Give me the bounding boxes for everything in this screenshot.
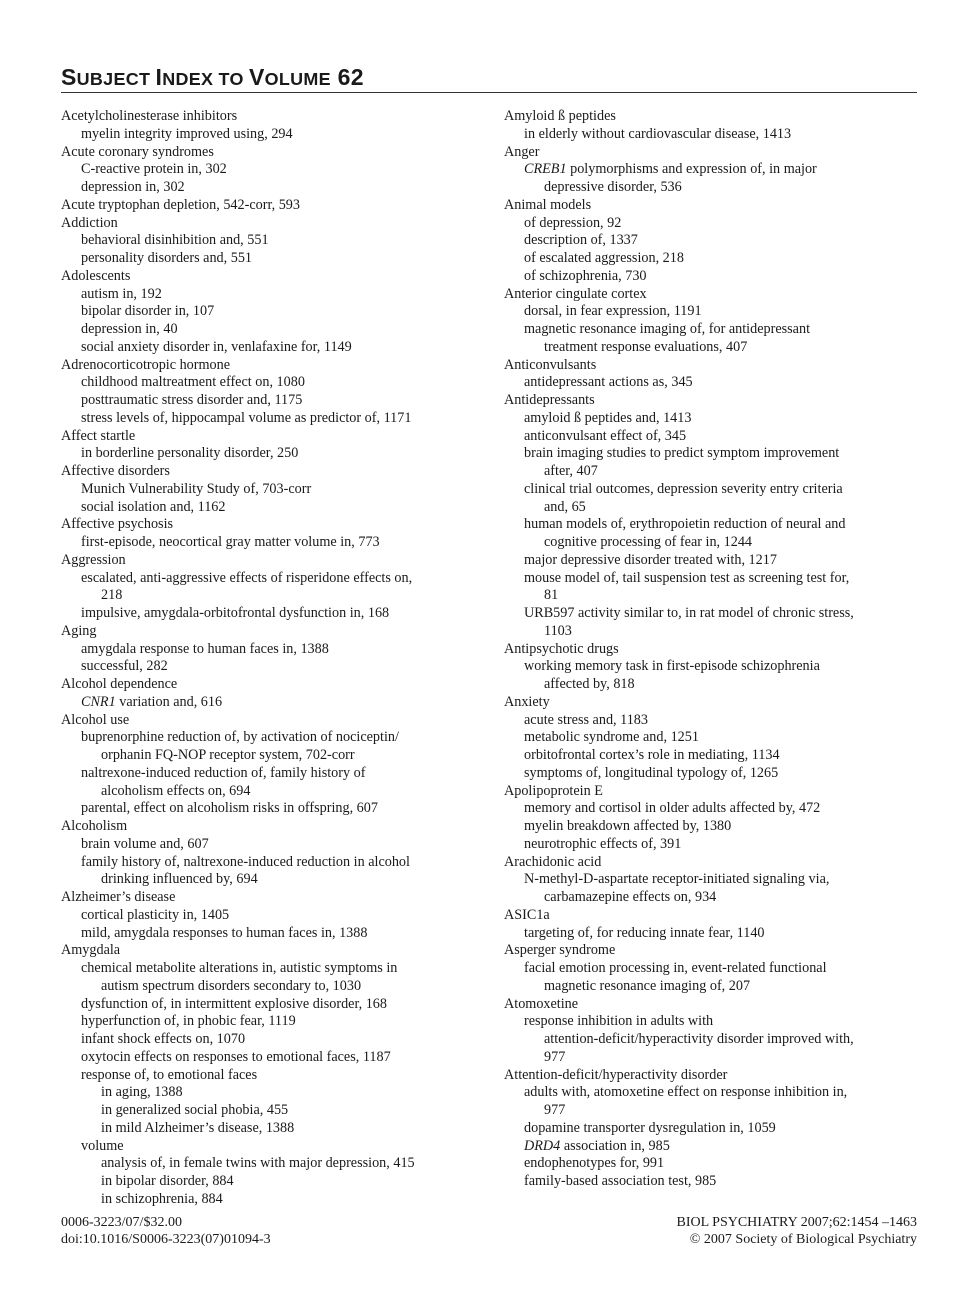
index-text: Alcohol use bbox=[61, 711, 130, 728]
index-heading bbox=[61, 215, 481, 233]
index-text: personality disorders and, 551 bbox=[81, 250, 253, 266]
index-text: and, 65 bbox=[544, 498, 586, 515]
index-subentry bbox=[504, 676, 924, 694]
index-text: Animal models bbox=[504, 196, 592, 213]
index-text: social isolation and, 1162 bbox=[81, 498, 226, 515]
index-subentry bbox=[504, 836, 924, 854]
title-rule bbox=[61, 92, 917, 93]
index-heading bbox=[61, 676, 481, 694]
index-subentry bbox=[61, 658, 481, 676]
index-text: Affect startle bbox=[61, 427, 136, 444]
index-text: Adolescents bbox=[61, 267, 131, 284]
index-subentry bbox=[61, 1138, 481, 1156]
index-subentry bbox=[504, 499, 924, 517]
index-text: social anxiety disorder in, venlafaxine for, 1149 bbox=[81, 338, 352, 355]
index-text: 977 bbox=[544, 1048, 566, 1065]
index-subentry bbox=[504, 747, 924, 765]
footer-citation: BIOL PSYCHIATRY 2007;62:1454 –1463 bbox=[676, 1215, 917, 1230]
index-text: alcoholism effects on, 694 bbox=[101, 782, 251, 799]
index-subentry bbox=[61, 410, 481, 428]
index-text: brain imaging studies to predict symptom improvement bbox=[524, 445, 840, 462]
index-text: depressive disorder, 536 bbox=[544, 179, 682, 195]
index-heading bbox=[504, 144, 924, 162]
index-text: treatment response evaluations, 407 bbox=[544, 338, 748, 355]
index-subentry bbox=[61, 996, 481, 1014]
index-text: Alcoholism bbox=[61, 818, 128, 834]
index-subentry bbox=[61, 925, 481, 943]
index-text: Anger bbox=[504, 143, 540, 160]
index-text: depression in, 40 bbox=[81, 321, 178, 337]
index-text: response of, to emotional faces bbox=[81, 1066, 258, 1083]
index-text: in borderline personality disorder, 250 bbox=[81, 445, 299, 462]
index-text: facial emotion processing in, event-related functional bbox=[524, 960, 827, 976]
index-subentry bbox=[61, 800, 481, 818]
index-text: association in, 985 bbox=[560, 1137, 670, 1154]
index-text: Acetylcholinesterase inhibitors bbox=[61, 108, 238, 124]
index-subentry bbox=[61, 321, 481, 339]
index-subentry bbox=[61, 303, 481, 321]
index-text: posttraumatic stress disorder and, 1175 bbox=[81, 392, 303, 408]
index-subentry bbox=[504, 623, 924, 641]
index-heading bbox=[61, 889, 481, 907]
index-text: response inhibition in adults with bbox=[524, 1013, 714, 1030]
index-subentry bbox=[61, 232, 481, 250]
index-text: Asperger syndrome bbox=[504, 942, 616, 959]
index-text: cortical plasticity in, 1405 bbox=[81, 906, 230, 923]
index-subentry bbox=[504, 570, 924, 588]
index-text: Amyloid ß peptides bbox=[504, 108, 616, 124]
index-subentry bbox=[61, 747, 481, 765]
index-subentry bbox=[504, 215, 924, 233]
index-text: symptoms of, longitudinal typology of, 1265 bbox=[524, 764, 779, 781]
index-text: parental, effect on alcoholism risks in offspring, 607 bbox=[81, 800, 378, 817]
index-subentry bbox=[61, 694, 481, 712]
index-text: in elderly without cardiovascular disease, 1413 bbox=[524, 125, 792, 142]
index-subentry bbox=[504, 445, 924, 463]
index-subentry bbox=[504, 587, 924, 605]
index-heading bbox=[61, 712, 481, 730]
index-text: Anxiety bbox=[504, 693, 550, 710]
index-subentry bbox=[61, 534, 481, 552]
index-subentry bbox=[504, 1084, 924, 1102]
index-text: bipolar disorder in, 107 bbox=[81, 303, 215, 320]
index-text: hyperfunction of, in phobic fear, 1119 bbox=[81, 1013, 296, 1030]
index-subentry bbox=[504, 552, 924, 570]
page-title bbox=[61, 60, 364, 96]
index-text: brain volume and, 607 bbox=[81, 835, 209, 852]
index-subentry bbox=[61, 1049, 481, 1067]
index-subentry bbox=[61, 854, 481, 872]
index-subentry bbox=[61, 765, 481, 783]
index-text: amygdala response to human faces in, 1388 bbox=[81, 640, 329, 657]
index-text: antidepressant actions as, 345 bbox=[524, 374, 693, 391]
index-heading bbox=[504, 996, 924, 1014]
index-subentry bbox=[504, 1102, 924, 1120]
index-text: Munich Vulnerability Study of, 703-corr bbox=[81, 480, 312, 497]
index-subentry bbox=[61, 481, 481, 499]
index-text: Aging bbox=[61, 622, 97, 639]
index-text: dorsal, in fear expression, 1191 bbox=[524, 303, 702, 320]
index-text: ASIC1a bbox=[504, 906, 550, 923]
index-subentry bbox=[61, 1102, 481, 1120]
index-text: targeting of, for reducing innate fear, 1140 bbox=[524, 924, 765, 941]
index-text: Acute coronary syndromes bbox=[61, 143, 214, 160]
index-subentry bbox=[61, 978, 481, 996]
index-text: autism in, 192 bbox=[81, 285, 162, 302]
index-text: Alzheimer’s disease bbox=[61, 889, 176, 905]
index-text: carbamazepine effects on, 934 bbox=[544, 889, 717, 905]
index-subentry bbox=[504, 374, 924, 392]
index-subentry bbox=[61, 1084, 481, 1102]
index-text: oxytocin effects on responses to emotional faces, 1187 bbox=[81, 1048, 391, 1065]
index-subentry bbox=[61, 1067, 481, 1085]
index-heading bbox=[504, 854, 924, 872]
index-text: autism spectrum disorders secondary to, 1030 bbox=[101, 977, 362, 994]
index-text: volume bbox=[81, 1137, 124, 1154]
index-text: Amygdala bbox=[61, 942, 121, 959]
index-text: 218 bbox=[101, 587, 123, 604]
index-subentry bbox=[61, 179, 481, 197]
index-text: Arachidonic acid bbox=[504, 853, 602, 870]
index-heading bbox=[61, 357, 481, 375]
index-subentry bbox=[504, 871, 924, 889]
index-text: metabolic syndrome and, 1251 bbox=[524, 729, 699, 746]
index-subentry bbox=[504, 1155, 924, 1173]
index-subentry bbox=[61, 286, 481, 304]
index-subentry bbox=[504, 321, 924, 339]
index-subentry bbox=[504, 658, 924, 676]
index-text: drinking influenced by, 694 bbox=[101, 871, 258, 888]
index-text: buprenorphine reduction of, by activation of nociceptin/ bbox=[81, 729, 399, 746]
index-text: impulsive, amygdala-orbitofrontal dysfunction in, 168 bbox=[81, 605, 390, 621]
index-heading bbox=[61, 268, 481, 286]
index-subentry bbox=[504, 1120, 924, 1138]
index-text: of schizophrenia, 730 bbox=[524, 267, 647, 284]
index-subentry bbox=[504, 232, 924, 250]
index-heading bbox=[504, 641, 924, 659]
index-text: Affective psychosis bbox=[61, 516, 174, 533]
index-subentry bbox=[504, 960, 924, 978]
footer-left bbox=[61, 1214, 271, 1248]
index-subentry bbox=[504, 800, 924, 818]
index-text: Aggression bbox=[61, 551, 126, 568]
index-text: childhood maltreatment effect on, 1080 bbox=[81, 374, 305, 391]
index-text: depression in, 302 bbox=[81, 179, 185, 195]
index-text: 81 bbox=[544, 587, 559, 604]
index-subentry bbox=[504, 712, 924, 730]
index-subentry bbox=[61, 1013, 481, 1031]
index-text: Anterior cingulate cortex bbox=[504, 285, 647, 302]
index-subentry bbox=[504, 1049, 924, 1067]
index-subentry bbox=[504, 481, 924, 499]
index-heading bbox=[61, 463, 481, 481]
index-subentry bbox=[504, 818, 924, 836]
index-subentry bbox=[504, 339, 924, 357]
index-heading bbox=[504, 392, 924, 410]
title-rest-3: OLUME bbox=[264, 69, 331, 89]
index-heading bbox=[61, 144, 481, 162]
index-subentry bbox=[61, 445, 481, 463]
index-text: chemical metabolite alterations in, autistic symptoms in bbox=[81, 960, 398, 976]
footer-doi: doi:10.1016/S0006-3223(07)01094-3 bbox=[61, 1232, 271, 1247]
index-heading bbox=[61, 818, 481, 836]
index-subentry bbox=[61, 960, 481, 978]
index-text: human models of, erythropoietin reduction of neural and bbox=[524, 516, 846, 533]
index-heading bbox=[504, 783, 924, 801]
index-text: 1103 bbox=[544, 622, 572, 639]
index-heading bbox=[61, 623, 481, 641]
index-heading bbox=[504, 942, 924, 960]
index-text: Apolipoprotein E bbox=[504, 782, 603, 799]
index-subentry bbox=[504, 428, 924, 446]
index-subentry bbox=[504, 605, 924, 623]
index-subentry bbox=[61, 641, 481, 659]
index-heading bbox=[504, 286, 924, 304]
index-heading bbox=[61, 516, 481, 534]
index-heading bbox=[504, 197, 924, 215]
index-subentry bbox=[504, 126, 924, 144]
index-text: family history of, naltrexone-induced reduction in alcohol bbox=[81, 853, 410, 870]
index-text: of depression, 92 bbox=[524, 214, 622, 231]
index-text: cognitive processing of fear in, 1244 bbox=[544, 534, 753, 550]
index-subentry bbox=[61, 783, 481, 801]
index-text: endophenotypes for, 991 bbox=[524, 1155, 665, 1172]
index-text: behavioral disinhibition and, 551 bbox=[81, 232, 269, 249]
index-heading bbox=[504, 1067, 924, 1085]
index-text: dopamine transporter dysregulation in, 1059 bbox=[524, 1119, 776, 1136]
index-subentry bbox=[504, 1031, 924, 1049]
index-text: affected by, 818 bbox=[544, 676, 635, 692]
index-text: magnetic resonance imaging of, for antidepressant bbox=[524, 321, 811, 337]
index-subentry bbox=[61, 339, 481, 357]
index-text: memory and cortisol in older adults affected by, 472 bbox=[524, 800, 821, 817]
footer-price: 0006-3223/07/$32.00 bbox=[61, 1215, 182, 1230]
index-text: adults with, atomoxetine effect on response inhibition in, bbox=[524, 1084, 848, 1101]
index-heading bbox=[504, 357, 924, 375]
index-text: N-methyl-D-aspartate receptor-initiated signaling via, bbox=[524, 871, 830, 888]
index-text: Affective disorders bbox=[61, 463, 170, 479]
index-subentry bbox=[61, 499, 481, 517]
index-text: attention-deficit/hyperactivity disorder improved with, bbox=[544, 1031, 854, 1047]
index-text: Adrenocorticotropic hormone bbox=[61, 356, 231, 373]
title-volume-number: 62 bbox=[337, 64, 364, 90]
index-text: magnetic resonance imaging of, 207 bbox=[544, 977, 751, 994]
index-text: Attention-deficit/hyperactivity disorder bbox=[504, 1066, 728, 1083]
title-initial-2: I bbox=[155, 64, 163, 90]
index-subentry bbox=[61, 161, 481, 179]
index-text: working memory task in first-episode schizophrenia bbox=[524, 658, 820, 675]
index-text: after, 407 bbox=[544, 463, 598, 479]
index-text: in mild Alzheimer’s disease, 1388 bbox=[101, 1119, 295, 1136]
index-text: myelin integrity improved using, 294 bbox=[81, 125, 293, 142]
index-text: in schizophrenia, 884 bbox=[101, 1190, 223, 1207]
index-subentry bbox=[504, 925, 924, 943]
index-text: 977 bbox=[544, 1102, 566, 1118]
index-subentry bbox=[504, 179, 924, 197]
index-text: Addiction bbox=[61, 214, 118, 231]
gene-name: CNR1 bbox=[81, 693, 116, 710]
index-text: variation and, 616 bbox=[115, 693, 223, 710]
index-text: successful, 282 bbox=[81, 658, 168, 675]
index-subentry bbox=[61, 250, 481, 268]
index-text: in generalized social phobia, 455 bbox=[101, 1102, 289, 1118]
index-subentry bbox=[504, 765, 924, 783]
index-text: infant shock effects on, 1070 bbox=[81, 1031, 246, 1047]
index-column-right bbox=[504, 108, 924, 1191]
index-text: Atomoxetine bbox=[504, 995, 579, 1012]
index-subentry bbox=[61, 1155, 481, 1173]
index-subentry bbox=[504, 978, 924, 996]
index-text: acute stress and, 1183 bbox=[524, 711, 648, 728]
index-subentry bbox=[504, 268, 924, 286]
index-subentry bbox=[504, 516, 924, 534]
index-subentry bbox=[61, 871, 481, 889]
index-heading bbox=[61, 552, 481, 570]
index-text: anticonvulsant effect of, 345 bbox=[524, 427, 687, 444]
index-subentry bbox=[504, 410, 924, 428]
footer-right bbox=[677, 1214, 917, 1248]
index-subentry bbox=[61, 392, 481, 410]
index-subentry bbox=[61, 836, 481, 854]
index-subentry bbox=[504, 1173, 924, 1191]
index-text: Anticonvulsants bbox=[504, 356, 597, 373]
index-subentry bbox=[61, 1031, 481, 1049]
index-column-left bbox=[61, 108, 481, 1209]
index-heading bbox=[504, 907, 924, 925]
index-text: neurotrophic effects of, 391 bbox=[524, 835, 682, 852]
index-subentry bbox=[61, 907, 481, 925]
index-text: description of, 1337 bbox=[524, 232, 638, 249]
index-subentry bbox=[61, 729, 481, 747]
index-text: mouse model of, tail suspension test as screening test for, bbox=[524, 569, 850, 586]
index-text: escalated, anti-aggressive effects of risperidone effects on, bbox=[81, 569, 413, 586]
title-rest-2: NDEX TO bbox=[162, 69, 249, 89]
index-text: in bipolar disorder, 884 bbox=[101, 1173, 234, 1189]
index-text: family-based association test, 985 bbox=[524, 1173, 717, 1189]
index-text: mild, amygdala responses to human faces in, 1388 bbox=[81, 924, 368, 941]
index-heading bbox=[61, 428, 481, 446]
index-heading bbox=[61, 197, 481, 215]
index-subentry bbox=[61, 374, 481, 392]
index-subentry bbox=[61, 587, 481, 605]
index-subentry bbox=[504, 1013, 924, 1031]
index-subentry bbox=[61, 1120, 481, 1138]
index-text: orphanin FQ-NOP receptor system, 702-corr bbox=[101, 747, 355, 763]
index-subentry bbox=[61, 1173, 481, 1191]
index-text: clinical trial outcomes, depression severity entry criteria bbox=[524, 480, 843, 497]
index-text: amyloid ß peptides and, 1413 bbox=[524, 409, 692, 426]
index-subentry bbox=[504, 161, 924, 179]
index-subentry bbox=[504, 729, 924, 747]
index-text: URB597 activity similar to, in rat model of chronic stress, bbox=[524, 605, 854, 621]
footer-copyright: © 2007 Society of Biological Psychiatry bbox=[689, 1232, 917, 1247]
gene-name: CREB1 bbox=[524, 161, 567, 178]
index-text: naltrexone-induced reduction of, family history of bbox=[81, 764, 366, 781]
index-heading bbox=[504, 694, 924, 712]
index-subentry bbox=[504, 303, 924, 321]
index-text: major depressive disorder treated with, 1217 bbox=[524, 551, 777, 568]
index-text: Alcohol dependence bbox=[61, 676, 178, 692]
title-initial-3: V bbox=[249, 64, 265, 90]
index-text: Antipsychotic drugs bbox=[504, 640, 619, 657]
index-subentry bbox=[504, 889, 924, 907]
gene-name: DRD4 bbox=[524, 1137, 561, 1154]
index-text: first-episode, neocortical gray matter volume in, 773 bbox=[81, 534, 380, 550]
index-heading bbox=[61, 942, 481, 960]
index-text: dysfunction of, in intermittent explosive disorder, 168 bbox=[81, 995, 387, 1012]
index-subentry bbox=[504, 534, 924, 552]
index-text: stress levels of, hippocampal volume as predictor of, 1171 bbox=[81, 409, 412, 426]
index-text: myelin breakdown affected by, 1380 bbox=[524, 818, 732, 834]
index-text: Acute tryptophan depletion, 542-corr, 593 bbox=[61, 196, 300, 213]
index-text: orbitofrontal cortex’s role in mediating, 1134 bbox=[524, 747, 780, 763]
index-heading bbox=[504, 108, 924, 126]
index-subentry bbox=[61, 126, 481, 144]
index-text: C-reactive protein in, 302 bbox=[81, 161, 227, 178]
title-rest-1: UBJECT bbox=[76, 69, 156, 89]
index-subentry bbox=[504, 463, 924, 481]
index-heading bbox=[61, 108, 481, 126]
index-text: analysis of, in female twins with major depression, 415 bbox=[101, 1155, 415, 1172]
index-text: of escalated aggression, 218 bbox=[524, 250, 684, 266]
index-subentry bbox=[504, 1138, 924, 1156]
index-text: in aging, 1388 bbox=[101, 1084, 183, 1101]
title-initial-1: S bbox=[61, 64, 77, 90]
index-subentry bbox=[61, 570, 481, 588]
index-subentry bbox=[61, 1191, 481, 1209]
index-text: Antidepressants bbox=[504, 392, 595, 408]
index-subentry bbox=[504, 250, 924, 268]
index-subentry bbox=[61, 605, 481, 623]
index-text: polymorphisms and expression of, in major bbox=[566, 161, 817, 178]
